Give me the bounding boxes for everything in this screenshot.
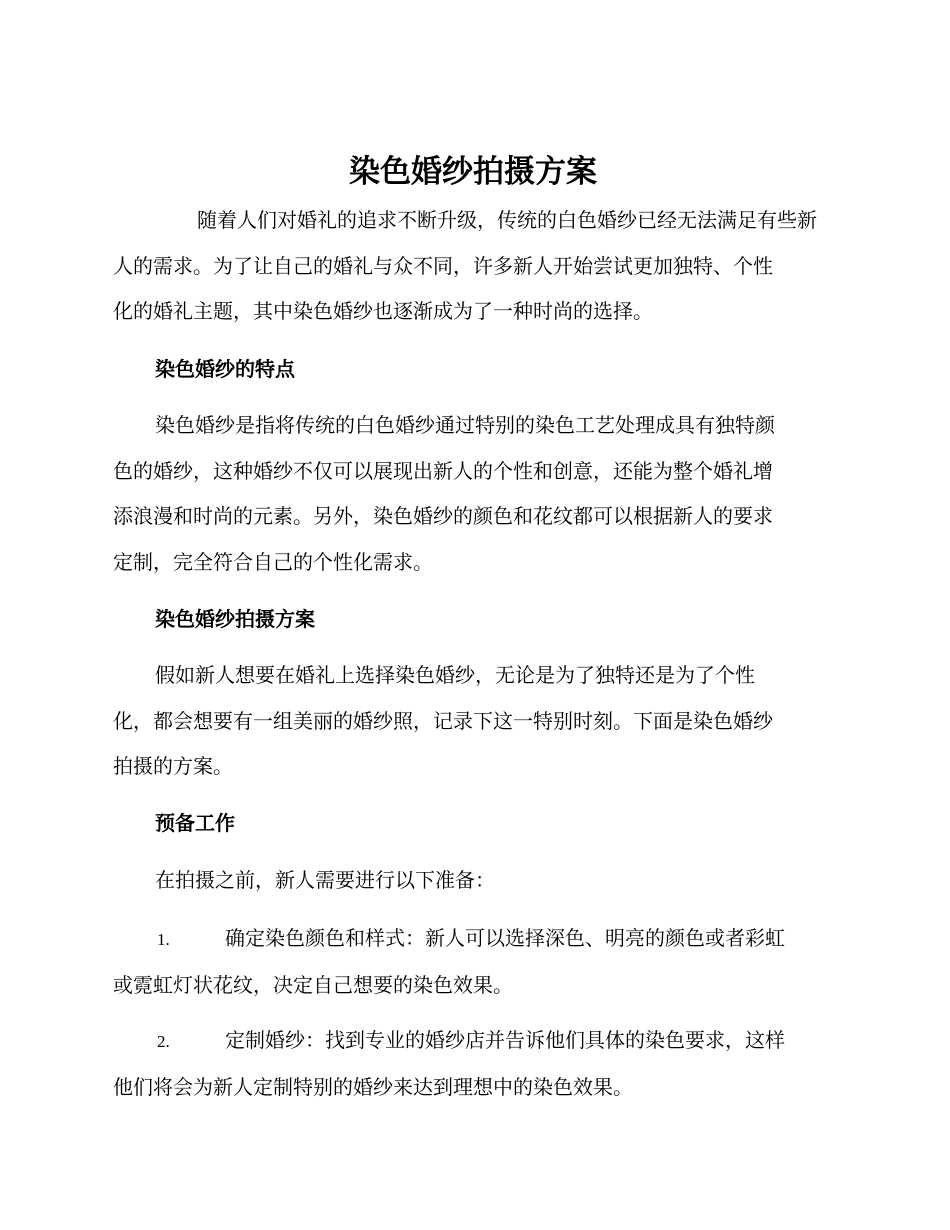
preparation-intro	[113, 858, 833, 904]
list-item-number: 1.	[157, 930, 170, 949]
features-line-2: 色的婚纱，这种婚纱不仅可以展现出新人的个性和创意，还能为整个婚礼增	[113, 458, 773, 483]
section-heading-preparation: 预备工作	[155, 811, 235, 835]
list-item-text: 确定染色颜色和样式：新人可以选择深色、明亮的颜色或者彩虹	[225, 926, 785, 950]
list-item	[113, 1018, 833, 1110]
features-paragraph	[113, 403, 833, 585]
plan-paragraph	[113, 653, 833, 790]
intro-line-1: 随着人们对婚礼的追求不断升级，传统的白色婚纱已经无法满足有些新	[197, 208, 817, 232]
list-item	[113, 916, 833, 1008]
list-item-text: 定制婚纱：找到专业的婚纱店并告诉他们具体的染色要求，这样	[225, 1028, 785, 1052]
list-item-line-1	[113, 1018, 833, 1065]
intro-paragraph	[113, 198, 833, 335]
intro-line-2: 人的需求。为了让自己的婚礼与众不同，许多新人开始尝试更加独特、个性	[113, 253, 773, 278]
list-item-line-2: 或霓虹灯状花纹，决定自己想要的染色效果。	[113, 972, 513, 997]
list-item-line-1	[113, 916, 833, 963]
section-heading-features: 染色婚纱的特点	[155, 357, 295, 381]
document-title: 染色婚纱拍摄方案	[349, 154, 597, 190]
document-page	[113, 0, 833, 1230]
intro-line-3: 化的婚礼主题，其中染色婚纱也逐渐成为了一种时尚的选择。	[113, 299, 653, 323]
plan-line-1: 假如新人想要在婚礼上选择染色婚纱，无论是为了独特还是为了个性	[155, 663, 755, 687]
section-heading-plan: 染色婚纱拍摄方案	[155, 607, 315, 631]
plan-line-2: 化，都会想要有一组美丽的婚纱照，记录下这一特别时刻。下面是染色婚纱	[113, 708, 773, 733]
features-line-4: 定制，完全符合自己的个性化需求。	[113, 549, 433, 574]
features-line-1: 染色婚纱是指将传统的白色婚纱通过特别的染色工艺处理成具有独特颜	[155, 413, 775, 437]
features-line-3: 添浪漫和时尚的元素。另外，染色婚纱的颜色和花纹都可以根据新人的要求	[113, 504, 773, 528]
preparation-intro-line: 在拍摄之前，新人需要进行以下准备：	[155, 868, 495, 892]
list-item-number: 2.	[157, 1032, 170, 1051]
plan-line-3: 拍摄的方案。	[113, 754, 233, 778]
list-item-line-2: 他们将会为新人定制特别的婚纱来达到理想中的染色效果。	[113, 1074, 633, 1099]
